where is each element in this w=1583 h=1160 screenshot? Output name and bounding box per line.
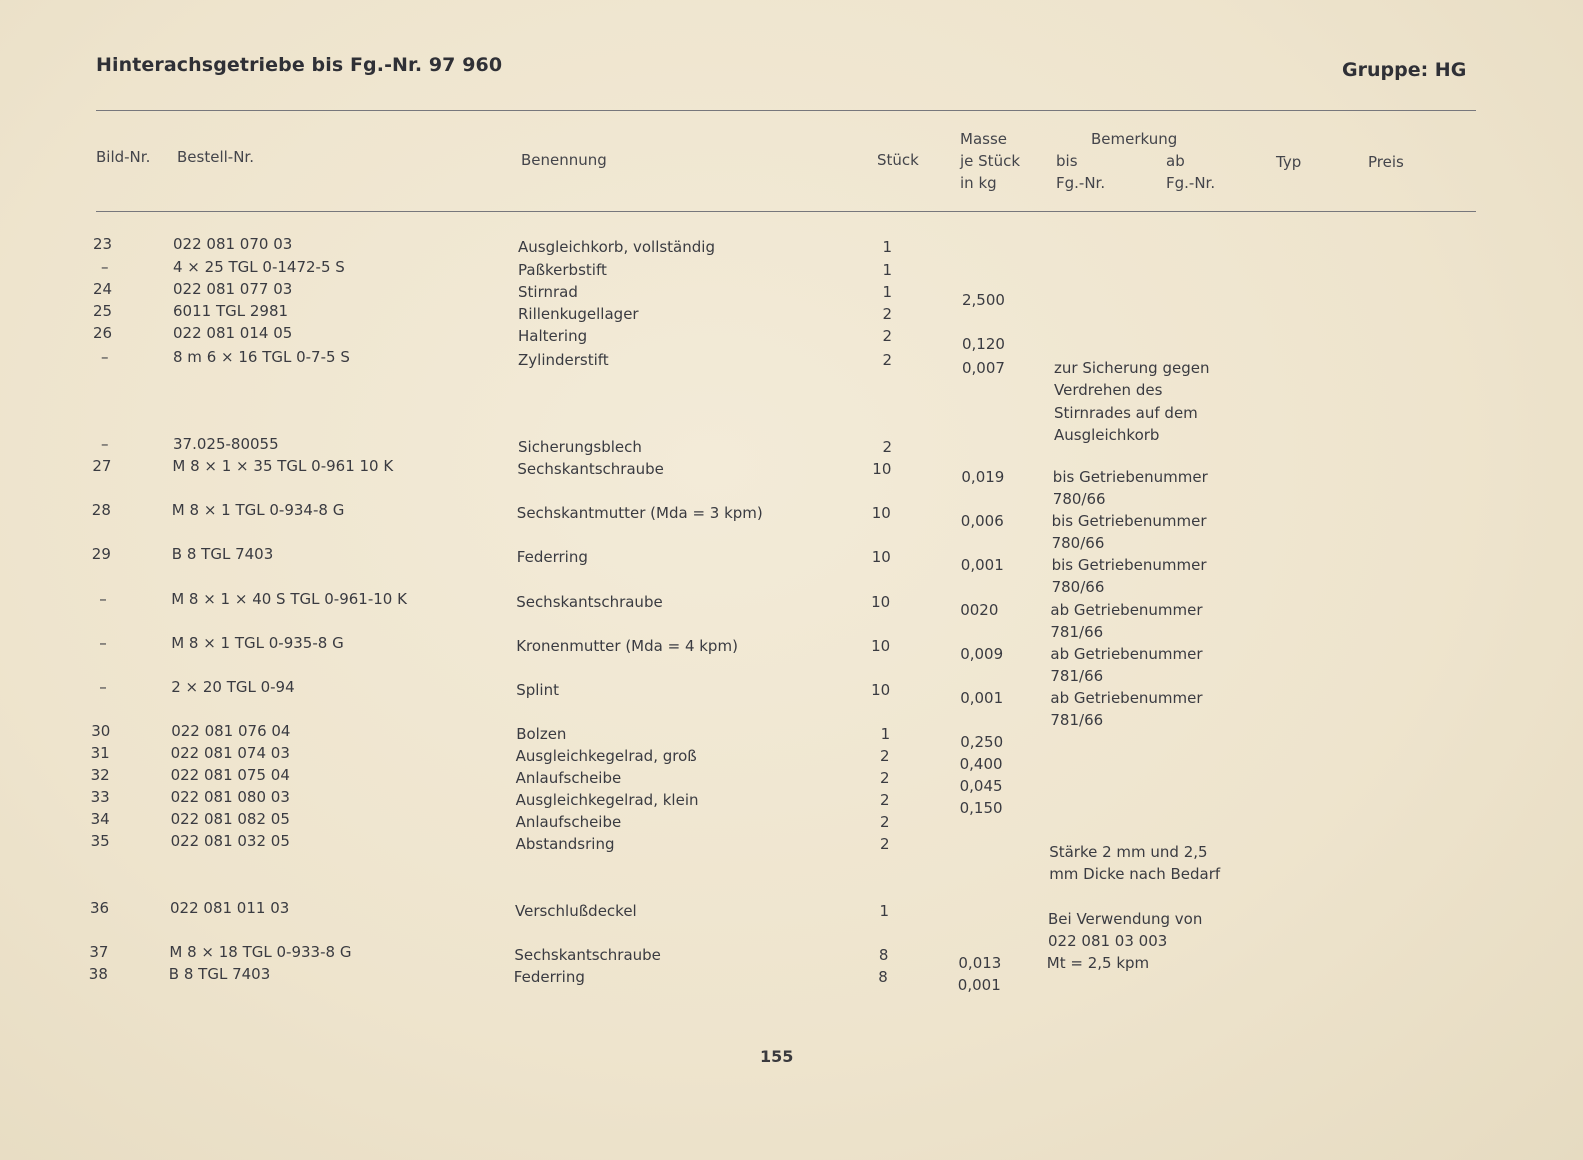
bild-nr-cell: 35 [90,832,110,850]
bild-nr-cell: 26 [93,324,113,342]
benennung-cell: Verschlußdeckel [515,902,637,920]
col-header-preis: Preis [1368,153,1404,171]
masse-cell: 0,400 [959,755,1003,773]
masse-cell: 0,001 [957,976,1001,994]
col-header-masse-3: in kg [960,174,997,192]
bild-nr-cell: – [101,258,109,276]
masse-cell: 0,006 [960,512,1004,530]
masse-cell: 2,500 [962,291,1005,309]
benennung-cell: Rillenkugellager [518,305,639,323]
benennung-cell: Haltering [518,327,588,345]
stueck-cell: 2 [882,327,892,345]
stueck-cell: 10 [871,593,891,611]
benennung-cell: Sechskantschraube [514,946,661,964]
col-header-bis-1: bis [1056,152,1078,170]
bestell-nr-cell: 4 × 25 TGL 0-1472-5 S [173,258,345,276]
bild-nr-cell: 27 [92,457,112,475]
stueck-cell: 2 [880,813,890,831]
stueck-cell: 1 [882,238,892,256]
bild-nr-cell: 28 [91,501,111,519]
benennung-cell: Abstandsring [515,835,615,853]
bemerkung-cell: bis Getriebenummer 780/66 [1051,556,1207,597]
bemerkung-cell: Bei Verwendung von 022 081 03 003 [1048,910,1203,951]
benennung-cell: Sechskantschraube [516,593,663,611]
bestell-nr-cell: 022 081 080 03 [170,788,290,806]
col-header-ab-2: Fg.-Nr. [1166,174,1216,192]
stueck-cell: 1 [880,725,891,743]
header-top-rule [96,110,1476,111]
bild-nr-cell: – [101,348,109,366]
bestell-nr-cell: 6011 TGL 2981 [173,302,289,320]
masse-cell: 0,001 [960,689,1004,707]
bemerkung-cell: Mt = 2,5 kpm [1046,954,1150,972]
bemerkung-cell: ab Getriebenummer 781/66 [1050,645,1203,686]
bestell-nr-cell: M 8 × 1 TGL 0-935-8 G [171,634,344,652]
benennung-cell: Paßkerbstift [518,261,607,279]
stueck-cell: 10 [871,548,891,566]
bemerkung-cell: bis Getriebenummer 780/66 [1051,512,1207,553]
masse-cell: 0,120 [962,335,1005,353]
masse-cell: 0,019 [961,468,1005,486]
bild-nr-cell: – [99,634,107,652]
col-header-bemerkung: Bemerkung [1091,130,1178,148]
masse-cell: 0,045 [959,777,1003,795]
bild-nr-cell: 37 [89,943,109,961]
bemerkung-cell: zur Sicherung gegen Verdrehen des Stirnrades auf dem Ausgleichkorb [1054,359,1210,444]
benennung-cell: Anlaufscheibe [515,813,622,831]
stueck-cell: 10 [871,681,891,699]
bemerkung-cell: ab Getriebenummer 781/66 [1050,601,1203,642]
bestell-nr-cell: B 8 TGL 7403 [168,965,271,983]
bestell-nr-cell: 022 081 082 05 [170,810,290,828]
col-header-masse-2: je Stück [960,152,1021,170]
masse-cell: 0,009 [960,645,1004,663]
benennung-cell: Sicherungsblech [518,438,642,456]
stueck-cell: 2 [880,791,890,809]
group-label: Gruppe: HG [1342,59,1467,81]
bild-nr-cell: – [99,590,107,608]
bild-nr-cell: – [99,678,107,696]
bild-nr-cell: 25 [93,302,113,320]
bestell-nr-cell: B 8 TGL 7403 [171,545,274,563]
benennung-cell: Zylinderstift [518,351,609,369]
col-header-bis-2: Fg.-Nr. [1056,174,1106,192]
masse-cell: 0020 [960,601,999,619]
bemerkung-cell: bis Getriebenummer 780/66 [1052,468,1208,509]
stueck-cell: 10 [872,460,892,478]
bild-nr-cell: 36 [90,899,110,917]
col-header-bestell-nr: Bestell-Nr. [177,148,254,166]
benennung-cell: Sechskantschraube [517,460,664,478]
bestell-nr-cell: 022 081 014 05 [173,324,293,342]
bild-nr-cell: 34 [90,810,110,828]
col-header-typ: Typ [1276,153,1302,171]
bestell-nr-cell: M 8 × 1 × 35 TGL 0-961 10 K [172,457,394,475]
stueck-cell: 8 [878,968,888,986]
stueck-cell: 10 [871,504,891,522]
stueck-cell: 2 [880,747,890,765]
stueck-cell: 2 [880,769,890,787]
masse-cell: 0,001 [960,556,1004,574]
bestell-nr-cell: 8 m 6 × 16 TGL 0-7-5 S [173,348,350,366]
bestell-nr-cell: 022 081 075 04 [170,766,290,784]
benennung-cell: Sechskantmutter (Mda = 3 kpm) [516,504,763,522]
stueck-cell: 2 [880,835,890,853]
benennung-cell: Kronenmutter (Mda = 4 kpm) [516,637,738,655]
bestell-nr-cell: 2 × 20 TGL 0-94 [171,678,295,696]
bild-nr-cell: 23 [93,235,113,253]
bestell-nr-cell: M 8 × 1 TGL 0-934-8 G [171,501,345,519]
bestell-nr-cell: 022 081 011 03 [170,899,290,917]
bestell-nr-cell: 022 081 074 03 [170,744,290,762]
stueck-cell: 1 [882,283,892,301]
page-number: 155 [760,1047,794,1066]
bemerkung-cell: Stärke 2 mm und 2,5 mm Dicke nach Bedarf [1049,843,1221,884]
bild-nr-cell: 31 [90,744,110,762]
header-bottom-rule [96,211,1476,212]
bild-nr-cell: 38 [88,965,108,983]
bild-nr-cell: 29 [91,545,111,563]
stueck-cell: 2 [882,305,892,323]
bestell-nr-cell: 022 081 070 03 [173,235,293,253]
col-header-benennung: Benennung [521,151,607,169]
benennung-cell: Federring [513,968,585,986]
bild-nr-cell: 30 [91,722,111,740]
bestell-nr-cell: 37.025-80055 [173,435,279,453]
bild-nr-cell: 33 [90,788,110,806]
bild-nr-cell: 24 [93,280,113,298]
bild-nr-cell: – [101,435,109,453]
benennung-cell: Ausgleichkegelrad, klein [515,791,699,809]
page-title: Hinterachsgetriebe bis Fg.-Nr. 97 960 [96,54,503,76]
bestell-nr-cell: 022 081 076 04 [171,722,291,740]
bemerkung-cell: ab Getriebenummer 781/66 [1050,689,1203,730]
masse-cell: 0,007 [962,359,1005,377]
benennung-cell: Ausgleichkorb, vollständig [518,238,715,256]
stueck-cell: 8 [878,946,889,964]
masse-cell: 0,150 [959,799,1003,817]
bild-nr-cell: 32 [90,766,110,784]
benennung-cell: Ausgleichkegelrad, groß [515,747,697,765]
benennung-cell: Anlaufscheibe [515,769,622,787]
col-header-masse-1: Masse [960,130,1007,148]
stueck-cell: 2 [882,351,892,369]
col-header-bild-nr: Bild-Nr. [96,148,151,166]
col-header-ab-1: ab [1166,152,1185,170]
col-header-stueck: Stück [877,151,919,169]
bestell-nr-cell: 022 081 077 03 [173,280,293,298]
benennung-cell: Bolzen [516,725,567,743]
benennung-cell: Stirnrad [518,283,578,301]
masse-cell: 0,013 [958,954,1002,972]
stueck-cell: 10 [871,637,891,655]
benennung-cell: Federring [516,548,588,566]
bestell-nr-cell: 022 081 032 05 [170,832,290,850]
stueck-cell: 1 [882,261,892,279]
stueck-cell: 2 [882,438,892,456]
stueck-cell: 1 [879,902,889,920]
masse-cell: 0,250 [960,733,1004,751]
benennung-cell: Splint [516,681,559,699]
bestell-nr-cell: M 8 × 18 TGL 0-933-8 G [169,943,352,961]
bestell-nr-cell: M 8 × 1 × 40 S TGL 0-961-10 K [171,590,407,608]
